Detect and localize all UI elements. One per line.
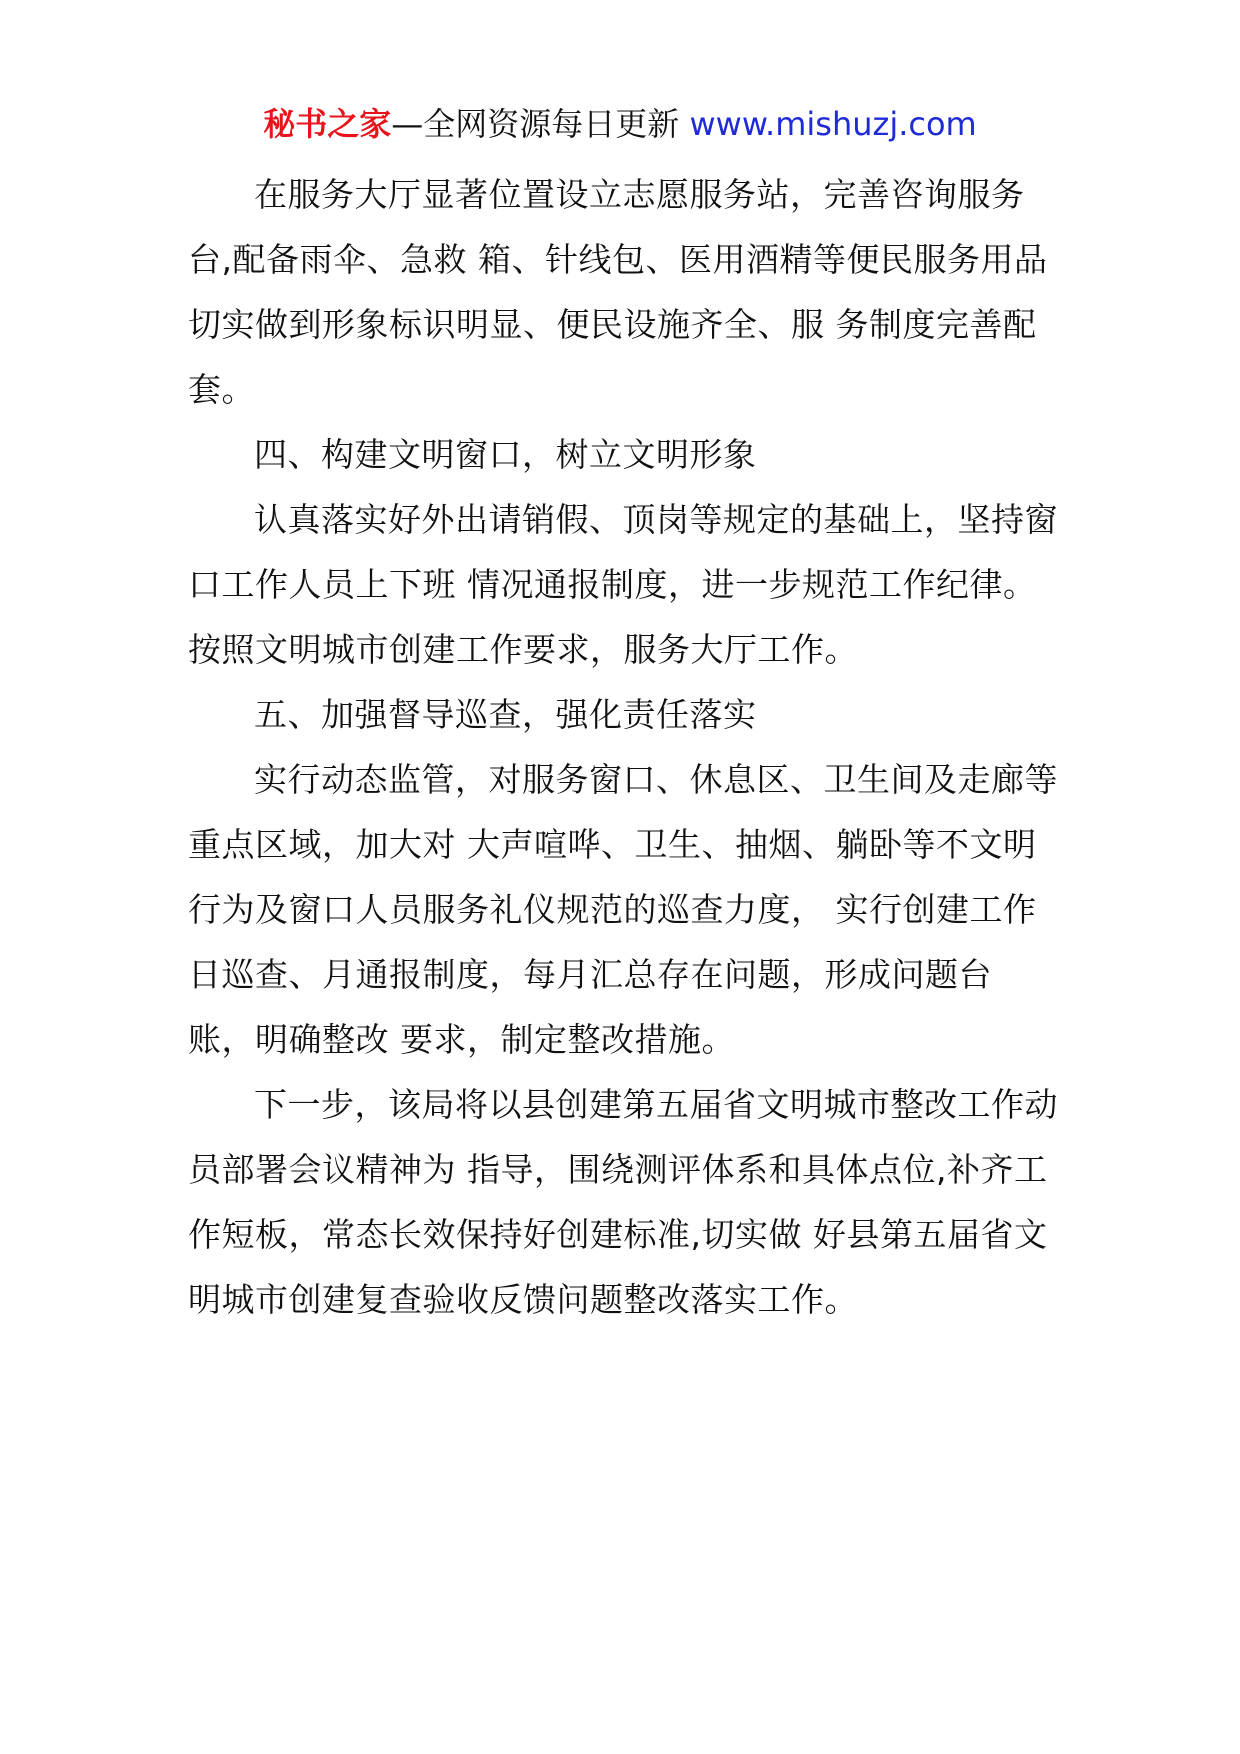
paragraph: 认真落实好外出请销假、顶岗等规定的基础上，坚持窗口工作人员上下班 情况通报制度，进一步规范工作纪律。按照文明城市创建工作要求，服务大厅工作。	[188, 500, 1058, 669]
site-tagline: —全网资源每日更新	[391, 105, 690, 143]
section-heading: 五、加强督导巡查，强化责任落实	[254, 695, 757, 734]
paragraph: 下一步，该局将以县创建第五届省文明城市整改工作动员部署会议精神为 指导，围绕测评体系和具体点位,补齐工作短板，常态长效保持好创建标准,切实做 好县第五届省文明城市创建复查验收反馈问题整改落实工作。	[188, 1085, 1058, 1319]
watermark-header	[0, 102, 1240, 146]
site-url-link[interactable]: www.mishuzj.com	[689, 105, 977, 143]
paragraph: 实行动态监管，对服务窗口、休息区、卫生间及走廊等重点区域，加大对 大声喧哗、卫生、抽烟、躺卧等不文明行为及窗口人员服务礼仪规范的巡查力度， 实行创建工作日巡查、月通报制度，每月汇总存在问题，形成问题台账，明确整改 要求，制定整改措施。	[188, 760, 1058, 1059]
document-body	[188, 162, 1058, 1332]
section-heading: 四、构建文明窗口，树立文明形象	[254, 435, 757, 474]
paragraph: 在服务大厅显著位置设立志愿服务站，完善咨询服务台,配备雨伞、急救 箱、针线包、医用酒精等便民服务用品切实做到形象标识明显、便民设施齐全、服 务制度完善配套。	[188, 175, 1048, 409]
site-brand: 秘书之家	[263, 105, 392, 143]
